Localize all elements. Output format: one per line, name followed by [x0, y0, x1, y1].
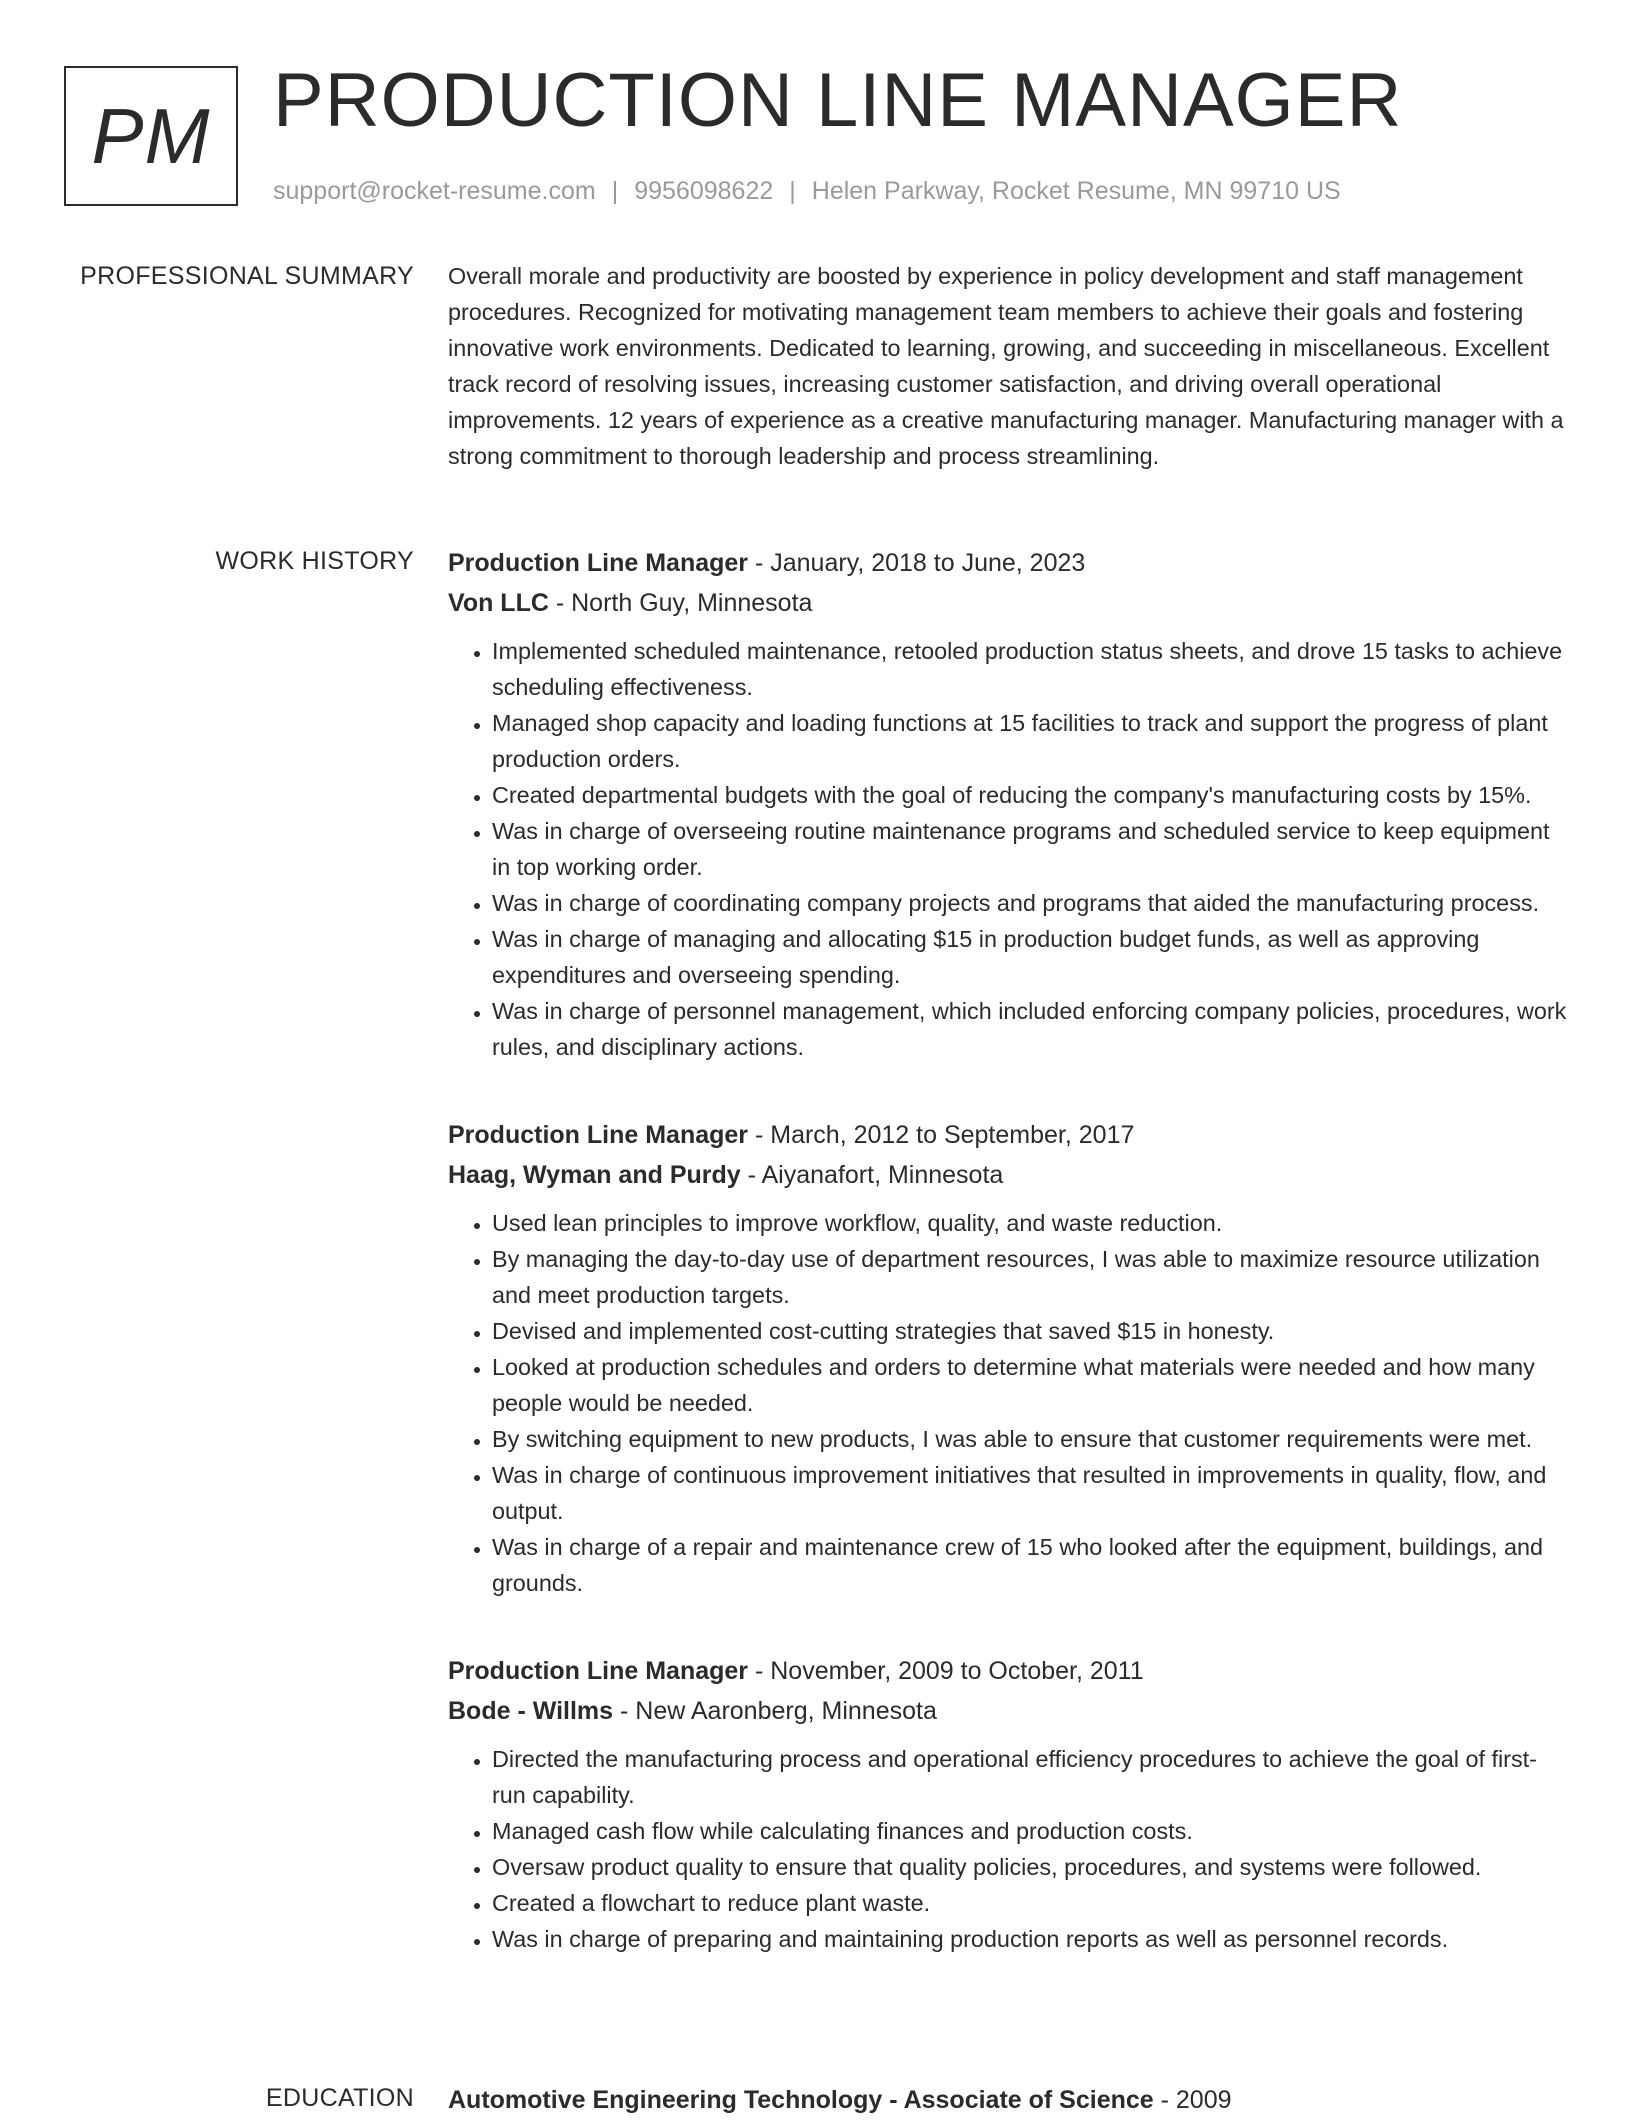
work-history-heading: WORK HISTORY	[215, 547, 414, 575]
list-item: • Was in charge of overseeing routine maintenance programs and scheduled service to keep equipment in top working order.	[492, 813, 1570, 885]
list-item: • By switching equipment to new products, I was able to ensure that customer requirements were met.	[492, 1421, 1570, 1457]
job-entry	[448, 1115, 1570, 1601]
education-line	[448, 2080, 1570, 2120]
list-item: • Created a flowchart to reduce plant waste.	[492, 1885, 1570, 1921]
job-company: Von LLC	[448, 589, 549, 617]
list-item: • Looked at production schedules and orders to determine what materials were needed and how many people would be needed.	[492, 1349, 1570, 1421]
monogram-initials: PM	[91, 92, 211, 180]
job-dates: - November, 2009 to October, 2011	[748, 1657, 1144, 1685]
contact-address: Helen Parkway, Rocket Resume, MN 99710 US	[811, 177, 1341, 205]
contact-phone: 9956098622	[634, 177, 774, 205]
job-company: Haag, Wyman and Purdy	[448, 1161, 741, 1189]
job-company-line	[448, 1155, 1570, 1195]
summary-text: Overall morale and productivity are boosted by experience in policy development and staff management procedures. Recognized for motivating management team members to achieve their goals and fostering innovative work environments. Dedicated to learning, growing, and succeeding in miscellaneous. Excellent track record of resolving issues, increasing customer satisfaction, and driving overall operational improvements. 12 years of experience as a creative manufacturing manager. Manufacturing manager with a strong commitment to thorough leadership and process streamlining.	[448, 263, 1564, 469]
job-location: - North Guy, Minnesota	[548, 589, 813, 617]
list-item: • Created departmental budgets with the goal of reducing the company's manufacturing costs by 15%.	[492, 777, 1570, 813]
education-year: - 2009	[1153, 2086, 1232, 2114]
monogram-box	[64, 66, 238, 206]
list-item: • Used lean principles to improve workflow, quality, and waste reduction.	[492, 1205, 1570, 1241]
contact-separator: |	[789, 177, 796, 205]
contact-separator: |	[611, 177, 619, 205]
job-dates: - January, 2018 to June, 2023	[748, 549, 1086, 577]
list-item: • Was in charge of coordinating company projects and programs that aided the manufacturing process.	[492, 885, 1570, 921]
summary-heading: PROFESSIONAL SUMMARY	[80, 262, 414, 290]
page-title: PRODUCTION LINE MANAGER	[273, 58, 1403, 143]
job-title: Production Line Manager	[448, 1121, 749, 1149]
job-title-line	[448, 1651, 1570, 1691]
list-item: • Was in charge of continuous improvement initiatives that resulted in improvements in quality, flow, and output.	[492, 1457, 1570, 1529]
job-company-line	[448, 583, 1570, 623]
job-entry	[448, 543, 1570, 1065]
list-item: • Was in charge of personnel management, which included enforcing company policies, procedures, work rules, and disciplinary actions.	[492, 993, 1570, 1065]
list-item: • Implemented scheduled maintenance, retooled production status sheets, and drove 15 tasks to achieve scheduling effectiveness.	[492, 633, 1570, 705]
job-location: - Aiyanafort, Minnesota	[740, 1161, 1004, 1189]
list-item: • Managed cash flow while calculating finances and production costs.	[492, 1813, 1570, 1849]
job-entry	[448, 1651, 1570, 1957]
list-item: • Devised and implemented cost-cutting strategies that saved $15 in honesty.	[492, 1313, 1570, 1349]
contact-email: support@rocket-resume.com	[273, 177, 596, 205]
job-title-line	[448, 1115, 1570, 1155]
list-item: • Oversaw product quality to ensure that quality policies, procedures, and systems were followed.	[492, 1849, 1570, 1885]
job-company-line	[448, 1691, 1570, 1731]
job-bullets	[448, 633, 1570, 1065]
education-heading: EDUCATION	[265, 2084, 414, 2112]
list-item: • Was in charge of managing and allocating $15 in production budget funds, as well as approving expenditures and overseeing spending.	[492, 921, 1570, 993]
job-title-line	[448, 543, 1570, 583]
job-dates: - March, 2012 to September, 2017	[748, 1121, 1135, 1149]
list-item: • Managed shop capacity and loading functions at 15 facilities to track and support the progress of plant production orders.	[492, 705, 1570, 777]
job-bullets	[448, 1205, 1570, 1601]
education-degree: Automotive Engineering Technology - Associate of Science	[448, 2086, 1154, 2114]
list-item: • Was in charge of preparing and maintaining production reports as well as personnel records.	[492, 1921, 1570, 1957]
contact-line	[273, 174, 1341, 208]
job-title: Production Line Manager	[448, 1657, 749, 1685]
job-company: Bode - Willms	[448, 1697, 614, 1725]
job-location: - New Aaronberg, Minnesota	[613, 1697, 937, 1725]
list-item: • Was in charge of a repair and maintenance crew of 15 who looked after the equipment, buildings, and grounds.	[492, 1529, 1570, 1601]
list-item: • Directed the manufacturing process and operational efficiency procedures to achieve the goal of first-run capability.	[492, 1741, 1570, 1813]
list-item: • By managing the day-to-day use of department resources, I was able to maximize resource utilization and meet production targets.	[492, 1241, 1570, 1313]
job-title: Production Line Manager	[448, 549, 749, 577]
job-bullets	[448, 1741, 1570, 1957]
